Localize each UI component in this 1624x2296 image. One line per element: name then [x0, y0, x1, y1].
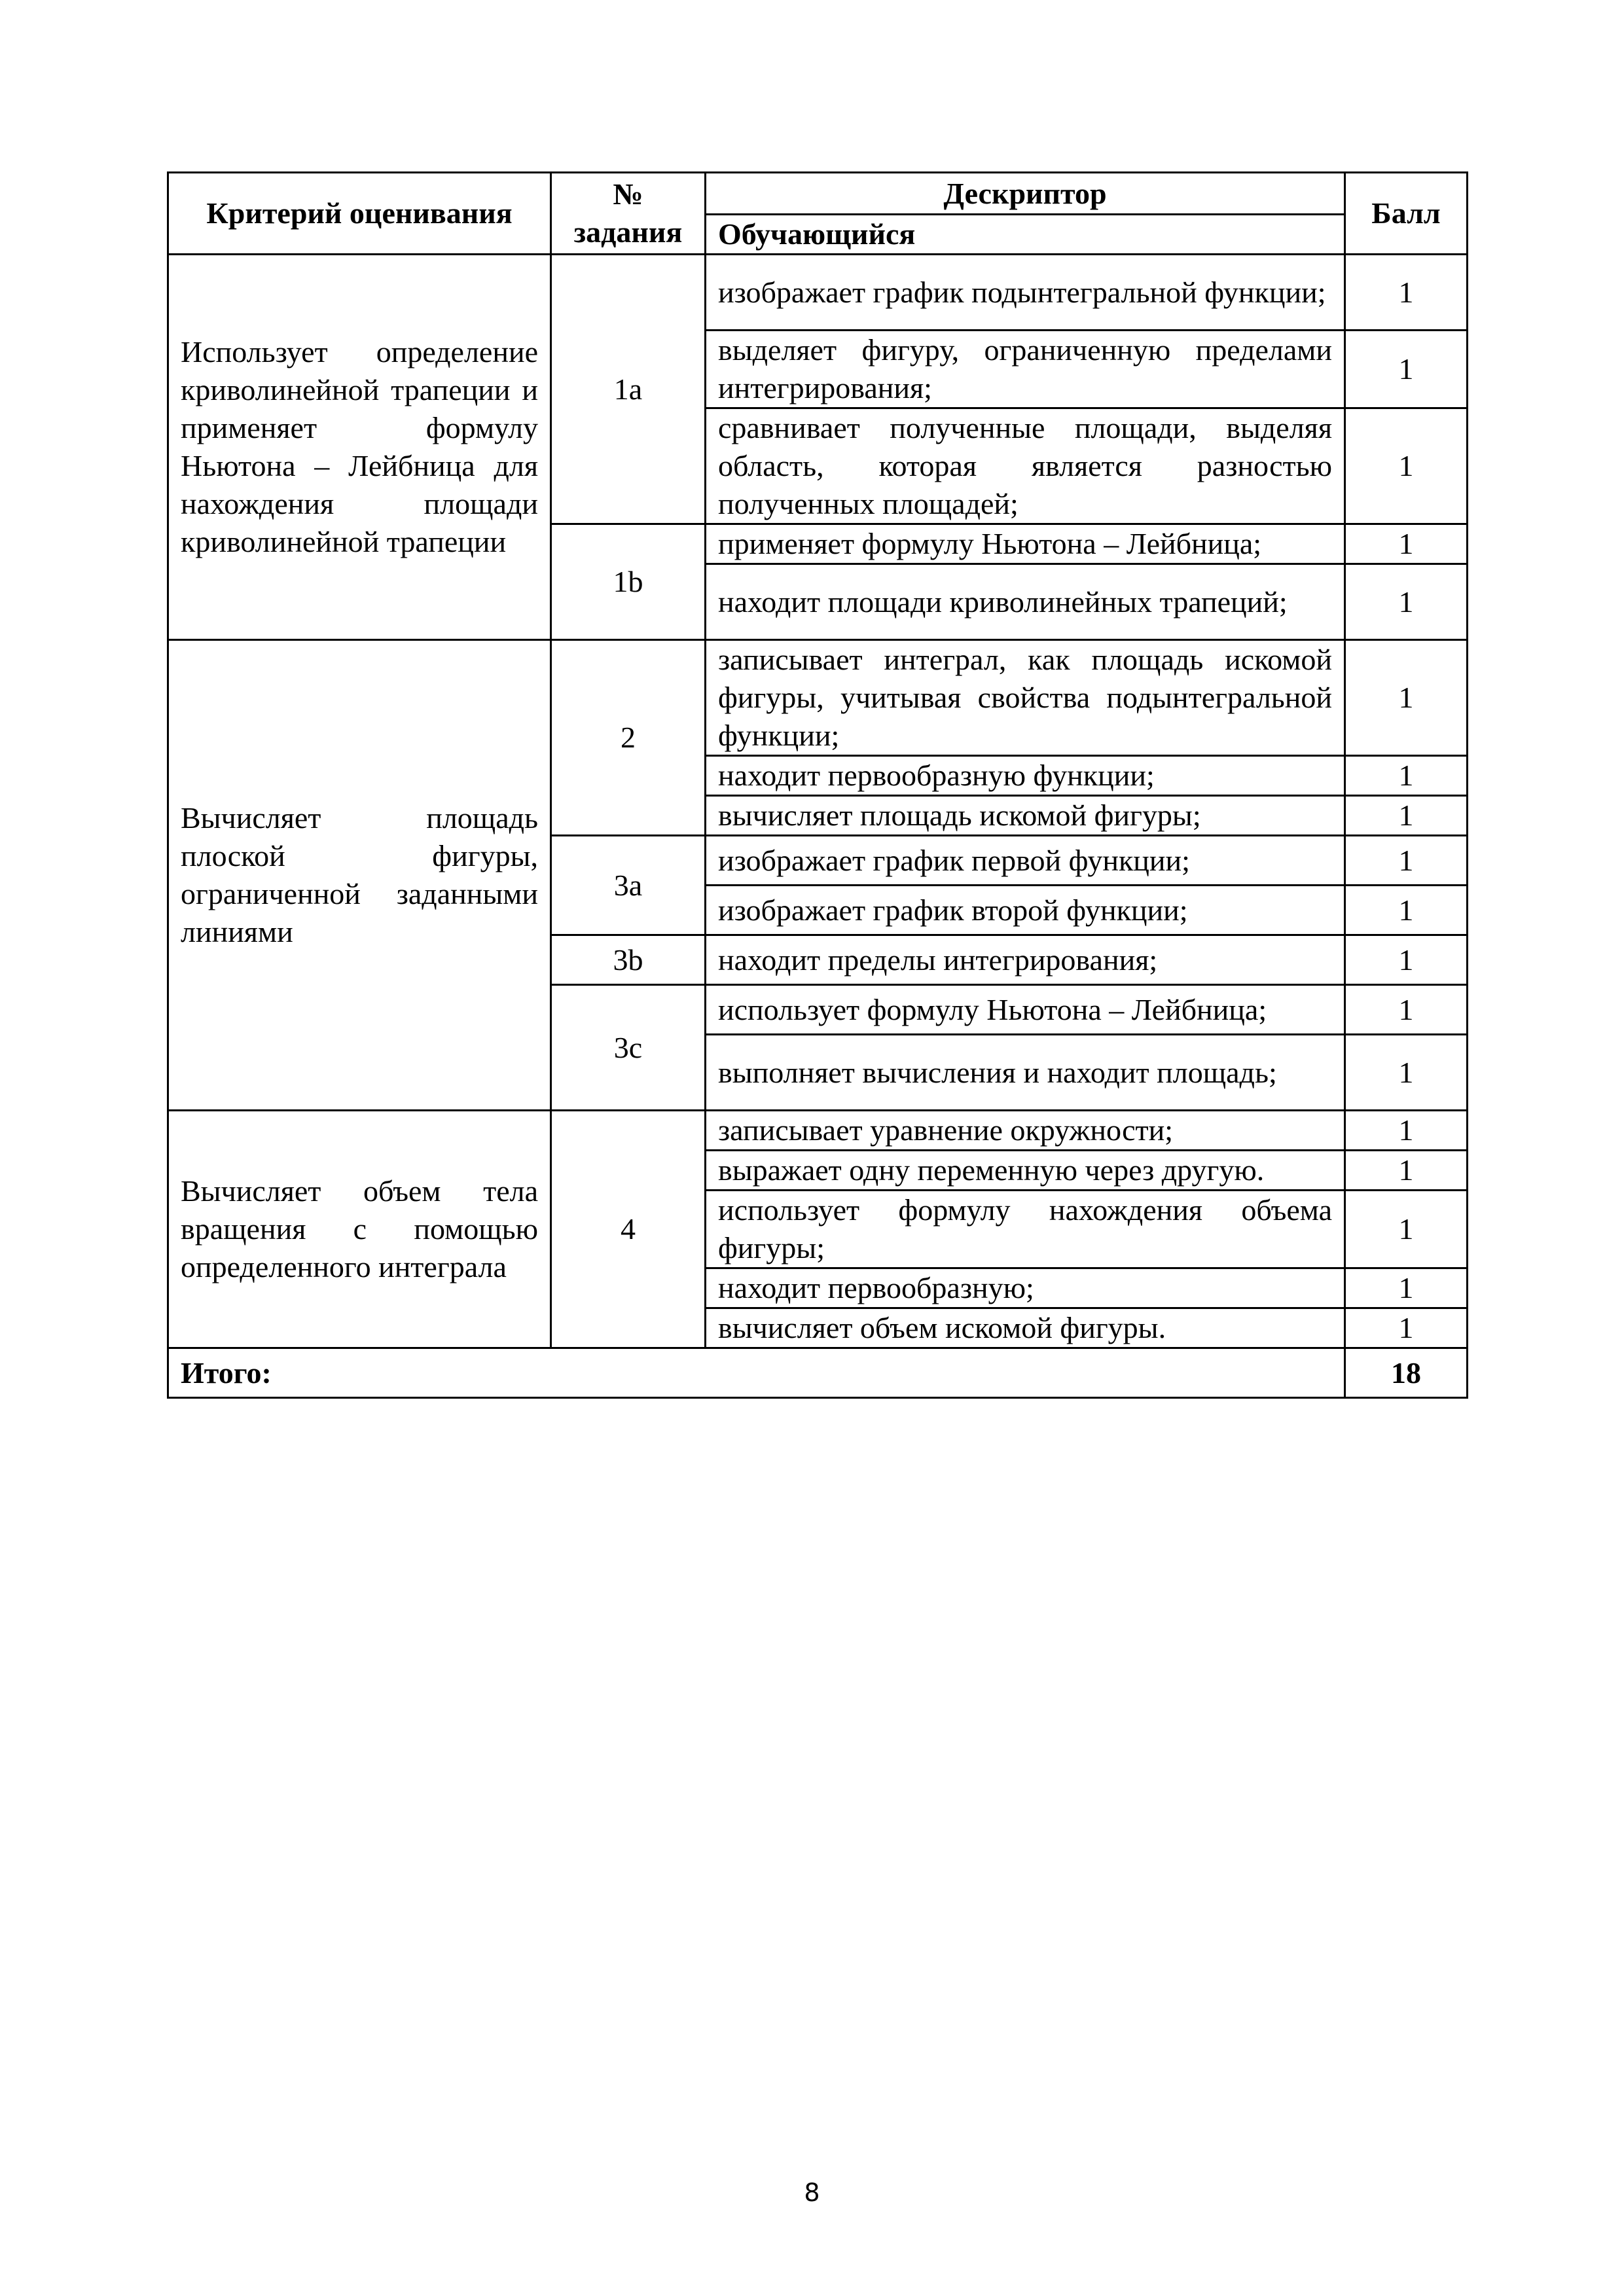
descriptor-cell: записывает интеграл, как площадь искомой фигуры, учитывая свойства подынтегральной функции;	[706, 640, 1345, 756]
criterion-cell: Использует определение криволинейной трапеции и применяет формулу Ньютона – Лейбница для нахождения площади криволинейной трапеции	[168, 255, 551, 640]
task-number-cell: 1b	[551, 524, 706, 640]
descriptor-cell: записывает уравнение окружности;	[706, 1111, 1345, 1151]
task-number-cell: 2	[551, 640, 706, 836]
header-score: Балл	[1345, 173, 1468, 255]
criterion-cell: Вычисляет объем тела вращения с помощью определенного интеграла	[168, 1111, 551, 1348]
score-cell: 1	[1345, 886, 1468, 935]
header-task-number-label: задания	[573, 215, 683, 249]
descriptor-cell: применяет формулу Ньютона – Лейбница;	[706, 524, 1345, 564]
table-row	[168, 640, 1468, 756]
descriptor-cell: вычисляет объем искомой фигуры.	[706, 1308, 1345, 1348]
total-label: Итого:	[168, 1348, 1345, 1398]
descriptor-cell: использует формулу Ньютона – Лейбница;	[706, 985, 1345, 1035]
score-cell: 1	[1345, 836, 1468, 886]
score-cell: 1	[1345, 331, 1468, 408]
score-cell: 1	[1345, 756, 1468, 796]
descriptor-cell: находит первообразную;	[706, 1268, 1345, 1308]
descriptor-cell: выражает одну переменную через другую.	[706, 1151, 1345, 1191]
descriptor-cell: изображает график первой функции;	[706, 836, 1345, 886]
table-header-row	[168, 173, 1468, 215]
score-cell: 1	[1345, 408, 1468, 524]
score-cell: 1	[1345, 524, 1468, 564]
header-descriptor: Дескриптор	[706, 173, 1345, 215]
score-cell: 1	[1345, 796, 1468, 836]
descriptor-cell: вычисляет площадь искомой фигуры;	[706, 796, 1345, 836]
descriptor-cell: изображает график подынтегральной функции;	[706, 255, 1345, 331]
task-number-cell: 3a	[551, 836, 706, 935]
task-number-cell: 4	[551, 1111, 706, 1348]
assessment-rubric-table	[167, 171, 1468, 1399]
score-cell: 1	[1345, 1111, 1468, 1151]
table-row	[168, 1111, 1468, 1151]
score-cell: 1	[1345, 640, 1468, 756]
score-cell: 1	[1345, 564, 1468, 640]
criterion-cell: Вычисляет площадь плоской фигуры, ограниченной заданными линиями	[168, 640, 551, 1111]
task-number-cell: 1a	[551, 255, 706, 524]
descriptor-cell: находит площади криволинейных трапеций;	[706, 564, 1345, 640]
score-cell: 1	[1345, 1035, 1468, 1111]
descriptor-cell: изображает график второй функции;	[706, 886, 1345, 935]
score-cell: 1	[1345, 255, 1468, 331]
descriptor-cell: сравнивает полученные площади, выделяя область, которая является разностью полученных площадей;	[706, 408, 1345, 524]
table-row	[168, 255, 1468, 331]
score-cell: 1	[1345, 1151, 1468, 1191]
total-value: 18	[1345, 1348, 1468, 1398]
header-criterion: Критерий оценивания	[168, 173, 551, 255]
score-cell: 1	[1345, 985, 1468, 1035]
score-cell: 1	[1345, 935, 1468, 985]
page-number: 8	[804, 2178, 820, 2207]
header-learner: Обучающийся	[706, 215, 1345, 255]
score-cell: 1	[1345, 1308, 1468, 1348]
task-number-cell: 3b	[551, 935, 706, 985]
descriptor-cell: использует формулу нахождения объема фигуры;	[706, 1191, 1345, 1268]
descriptor-cell: находит первообразную функции;	[706, 756, 1345, 796]
descriptor-cell: выделяет фигуру, ограниченную пределами интегрирования;	[706, 331, 1345, 408]
header-task-number-symbol: №	[613, 177, 643, 211]
descriptor-cell: выполняет вычисления и находит площадь;	[706, 1035, 1345, 1111]
descriptor-cell: находит пределы интегрирования;	[706, 935, 1345, 985]
total-row	[168, 1348, 1468, 1398]
score-cell: 1	[1345, 1191, 1468, 1268]
task-number-cell: 3c	[551, 985, 706, 1111]
score-cell: 1	[1345, 1268, 1468, 1308]
header-task-number	[551, 173, 706, 255]
